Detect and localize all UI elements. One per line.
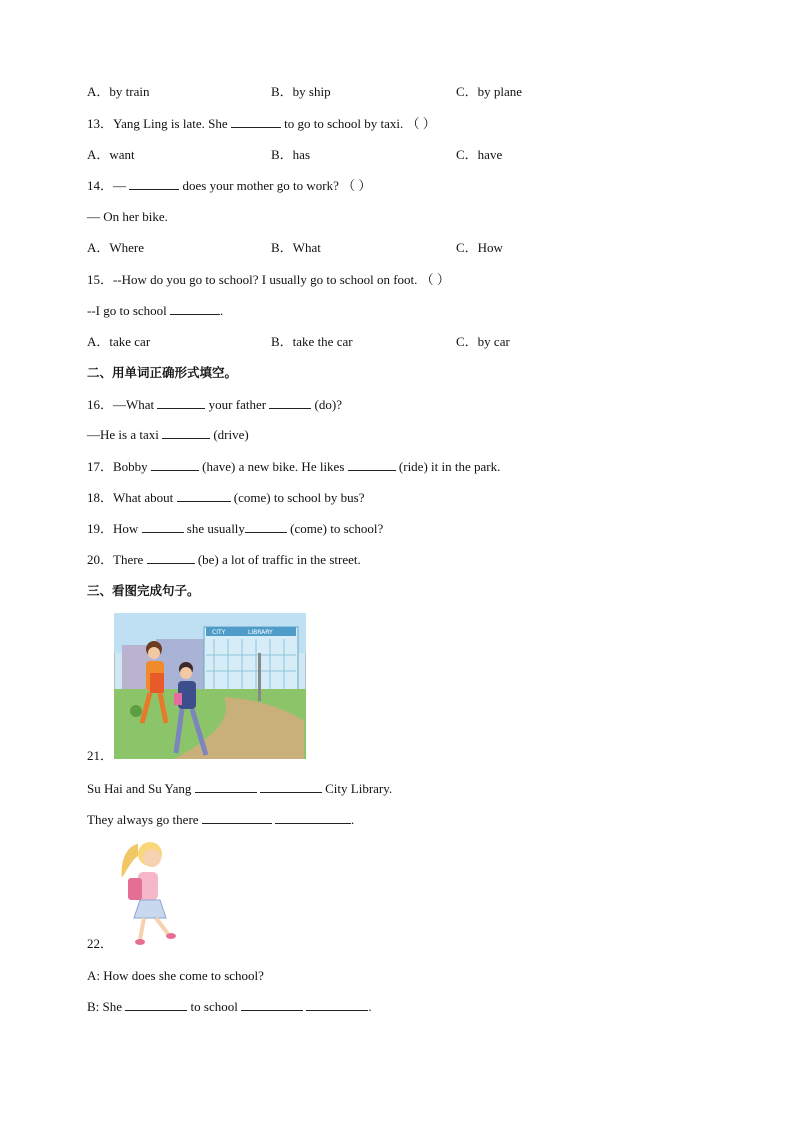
answer-blank[interactable] (170, 303, 220, 315)
q14-answer-line: — On her bike. (87, 209, 168, 224)
answer-blank[interactable] (162, 427, 210, 439)
answer-blank[interactable] (202, 812, 272, 824)
q12-option-b: B．by ship (271, 84, 331, 99)
answer-blank[interactable] (157, 397, 205, 409)
answer-blank[interactable] (241, 999, 303, 1011)
q14-option-a: A．Where (87, 240, 145, 255)
answer-blank[interactable] (195, 781, 257, 793)
girl-walking-picture (114, 838, 180, 948)
q14-option-c: C．How (456, 240, 503, 255)
q18-question: 18．What about (come) to school by bus? (87, 490, 365, 505)
q12-option-a: A．by train (87, 84, 150, 99)
q15-option-b: B．take the car (271, 334, 353, 349)
answer-blank[interactable] (142, 521, 184, 533)
sign-city-text: CITY (212, 629, 226, 636)
q20-question: 20．There (be) a lot of traffic in the street. (87, 552, 361, 567)
answer-blank[interactable] (348, 459, 396, 471)
answer-blank[interactable] (129, 178, 179, 190)
answer-blank[interactable] (306, 999, 368, 1011)
sign-library-text: LIBRARY (248, 629, 273, 636)
q14-question: 14．— does your mother go to work? （ ） (87, 178, 372, 193)
q15-question: 15．--How do you go to school? I usually go to school on foot. （ ） (87, 272, 450, 287)
q21-line-2: They always go there . (87, 812, 355, 827)
q15-answer-line: --I go to school . (87, 303, 224, 318)
q14-option-b: B．What (271, 240, 321, 255)
answer-blank[interactable] (269, 397, 311, 409)
library-scene-picture (114, 613, 306, 759)
q16-line-2: —He is a taxi (drive) (87, 427, 249, 442)
answer-blank[interactable] (147, 552, 195, 564)
answer-blank[interactable] (260, 781, 322, 793)
q22-line-2: B: She to school . (87, 999, 372, 1014)
answer-blank[interactable] (275, 812, 351, 824)
answer-blank[interactable] (151, 459, 199, 471)
q13-option-c: C．have (456, 147, 503, 162)
answer-blank[interactable] (125, 999, 187, 1011)
answer-blank[interactable] (231, 116, 281, 128)
q15-option-a: A．take car (87, 334, 151, 349)
q16-line-1: 16．—What your father (do)? (87, 397, 342, 412)
q13-question: 13．Yang Ling is late. She to go to school by taxi. （ ） (87, 116, 436, 131)
q15-option-c: C．by car (456, 334, 510, 349)
q21-line-1: Su Hai and Su Yang City Library. (87, 781, 393, 796)
section-3-heading: 三、看图完成句子。 (87, 583, 200, 598)
q22-line-1: A: How does she come to school? (87, 968, 264, 983)
q13-option-a: A．want (87, 147, 135, 162)
q13-option-b: B．has (271, 147, 311, 162)
q19-question: 19．How she usually (come) to school? (87, 521, 384, 536)
q12-option-c: C．by plane (456, 84, 523, 99)
q21-number: 21． (87, 748, 114, 763)
q17-question: 17．Bobby (have) a new bike. He likes (ride) it in the park. (87, 459, 501, 474)
q22-number: 22． (87, 936, 114, 951)
answer-blank[interactable] (177, 490, 231, 502)
section-2-heading: 二、用单词正确形式填空。 (87, 365, 238, 380)
answer-blank[interactable] (245, 521, 287, 533)
